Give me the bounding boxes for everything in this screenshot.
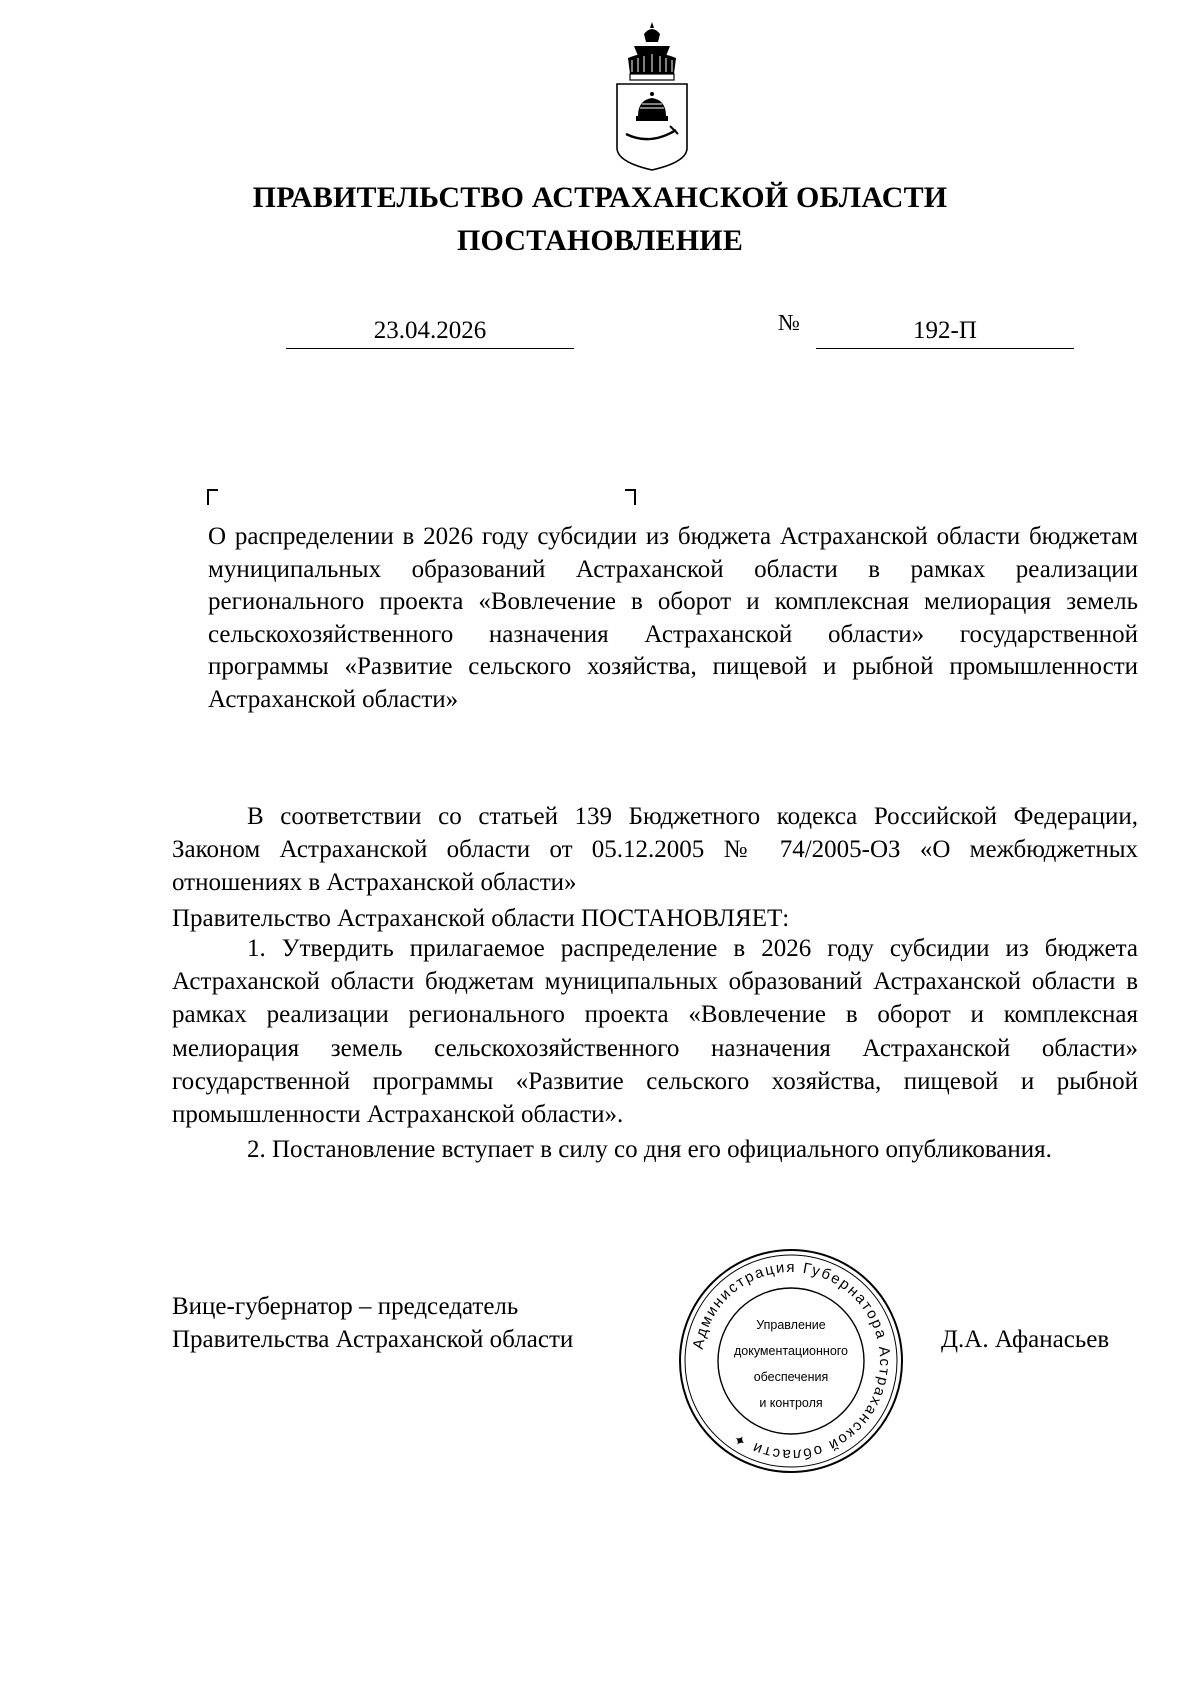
seal-inner-line-4: и контроля xyxy=(759,1396,823,1410)
seal-inner-line-2: документационного xyxy=(733,1344,849,1358)
organization-title: ПРАВИТЕЛЬСТВО АСТРАХАНСКОЙ ОБЛАСТИ xyxy=(252,181,948,214)
seal-inner-line-1: Управление xyxy=(756,1318,826,1332)
number-underline xyxy=(816,348,1074,349)
signer-title-line-1: Вице-губернатор – председатель xyxy=(172,1293,519,1320)
document-date: 23.04.2026 xyxy=(373,317,487,344)
document-subject: О распределении в 2026 году субсидии из бюджета Астраханской области бюджетам муниципальных образований Астраханской области в рамках реализации регионального проекта «Вовлечение в оборот и комплексная мелиорация земель сельскохозяйственного назначения Астраханской области» государственной программы «Развитие сельского хозяйства, пищевой и рыбной промышленности Астраханской области» xyxy=(208,523,1138,713)
preamble-paragraph: В соответствии со статьей 139 Бюджетного кодекса Российской Федерации, Законом Астраханской области от 05.12.2005 № 74/2005-ОЗ «О межбюджетных отношениях в Астраханской области» xyxy=(172,803,1138,897)
subject-corner-right xyxy=(625,489,636,505)
official-seal xyxy=(677,1247,905,1475)
subject-corner-left xyxy=(207,489,218,505)
resolution-line: Правительство Астраханской области ПОСТАНОВЛЯЕТ: xyxy=(172,905,790,932)
item-1-paragraph: 1. Утвердить прилагаемое распределение в 2026 году субсидии из бюджета Астраханской области бюджетам муниципальных образований Астраханской области в рамках реализации регионального проекта «Вовлечение в оборот и комплексная мелиорация земель сельскохозяйственного назначения Астраханской области» государственной программы «Развитие сельского хозяйства, пищевой и рыбной промышленности Астраханской области». xyxy=(172,935,1138,1129)
signer-name: Д.А. Афанасьев xyxy=(941,1326,1110,1353)
number-sign: № xyxy=(778,310,800,335)
seal-inner-line-3: обеспечения xyxy=(753,1370,829,1384)
document-number: 192-П xyxy=(913,317,977,344)
date-underline xyxy=(286,348,574,349)
coat-of-arms-emblem xyxy=(614,20,690,172)
seal-ring-text: Администрация Губернатора Астраханской области ✦ xyxy=(689,1258,894,1464)
svg-text:Администрация Губернатора Астр xyxy=(690,1259,893,1463)
document-type-title: ПОСТАНОВЛЕНИЕ xyxy=(456,224,744,257)
signer-title-line-2: Правительства Астраханской области xyxy=(172,1326,574,1353)
item-2-paragraph: 2. Постановление вступает в силу со дня его официального опубликования. xyxy=(247,1136,1052,1163)
